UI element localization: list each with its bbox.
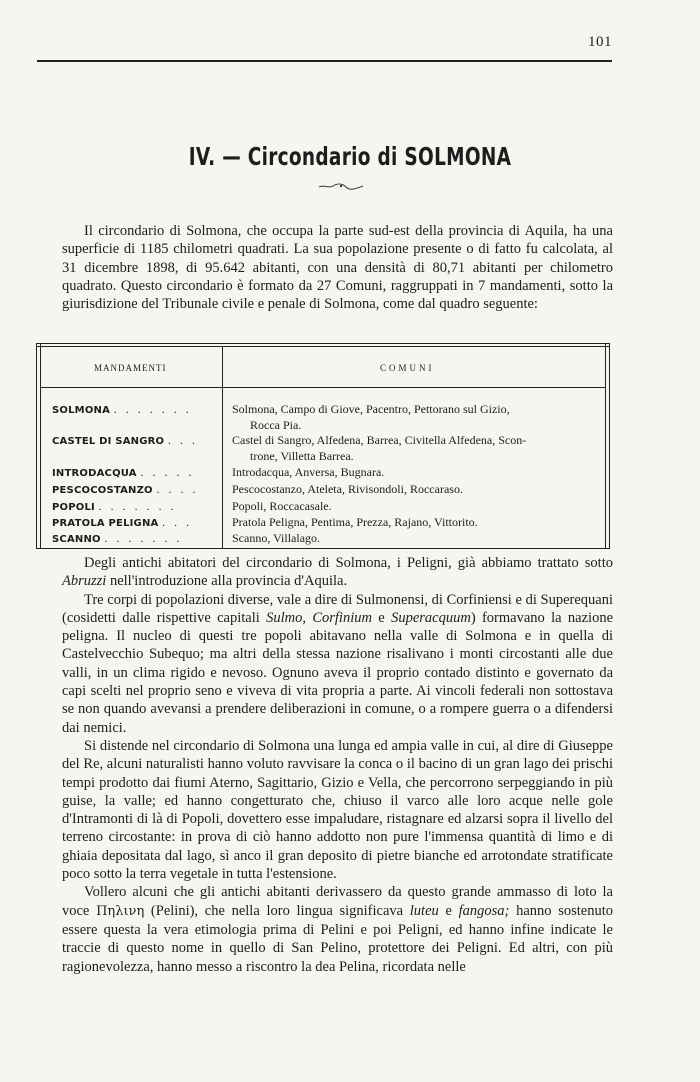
paragraph: Si distende nel circondario di Solmona una lunga ed ampia valle in cui, al dire di Giuseppe del Re, alcuni naturalisti hanno voluto ravvisare la conca o il bacino di un gran lago dei prischi tempi prodotto dai fiumi Aterno, Sagittario, Gizio e Vella, che percorrono serpeggiando in più guise, la valle; ed hanno congetturato che, chiuso il varco alle loro acque nelle gole d'Intramonti di là di Popoli, dovettero esse impaludare, ristagnare ed alzarsi sopra il livello del terreno circostante: in prova di ciò hanno addotto non pure l'immensa quantità di limo e di ghiaia depositata dal lago, sì anco il gran deposito di pietre bianche ed arrotondate stratificate poco sotto la terra vegetale in tutta l'estensione.	[62, 737, 613, 883]
paragraph: Vollero alcuni che gli antichi abitanti derivassero da questo grande ammasso di loto la voce Πηλινη (Pelini), che nella loro lingua significava luteu e fangosa; hanno sostenuto essere questa la vera etimologia prima di Pelini e poi Peligni, ed hanno infine indicate le traccie di questo nome in quello di San Pelino, protettore dei Peligni. Ed altri, con più ragionevolezza, hanno messo a riscontro la dea Pelina, ricordata nelle	[62, 884, 613, 975]
communes-cell: Solmona, Campo di Giove, Pacentro, Pettorano sul Gizio, Rocca Pia.	[232, 402, 510, 432]
mandamento-name: PESCOCOSTANZO	[52, 485, 153, 496]
table-header-mandamenti: MANDAMENTI	[94, 363, 167, 373]
table-header-comuni: COMUNI	[380, 363, 435, 373]
mandamento-name: PRATOLA PELIGNA	[52, 518, 159, 529]
greek-word: Πηλινη	[96, 903, 145, 919]
communes-cell: Introdacqua, Anversa, Bugnara.	[232, 465, 385, 479]
mandamento-name: SCANNO	[52, 534, 101, 545]
communes-cell: Scanno, Villalago.	[232, 531, 321, 545]
communes-cell: Pratola Peligna, Pentima, Prezza, Rajano, Vittorito.	[232, 515, 478, 529]
header-rule	[37, 60, 612, 62]
page-number: 101	[588, 34, 612, 50]
table-column-divider	[222, 346, 223, 549]
intro-text	[62, 222, 613, 313]
paragraph: Tre corpi di popolazioni diverse, vale a dire di Sulmonensi, di Corfiniensi e di Superequani (cosidetti dalle rispettive capitali Sulmo, Corfinium e Superacquum) formavano la nazione peligna. Il nucleo di questi tre popoli abitavano nella valle di Solmona e in quella di Castelvecchio Subequo; ma altri della stessa nazione risalivano i monti circostanti alle due valli, in un clima rigido e nevoso. Ognuno aveva il proprio contado distinto e governato da capi scelti nel proprio seno e viveva di vita propria a parte. Ai vincoli federali non sottostava se non quando avevansi a prendere deliberazioni in comune, o a rompere guerra o a difendersi dai nemici.	[62, 591, 614, 736]
mandamenti-table: MANDAMENTI COMUNI SOLMONA . . . . . . . Solmona, Campo di Giove, Pacentro, Pettorano sul Gizio, Rocca Pia. CASTEL DI SANGRO . . . Castel di Sangro, Alfedena, Barrea, Civitella Alfedena, Scon- trone, Villetta Barrea. INTRODACQUA . . . . . Introdacqua, Anversa, Bugnara. PESCOCOSTANZO . . . . Pescocostanzo, Ateleta, Rivisondoli, Roccaraso. POPOLI . . . . . . . Popoli, Roccacasale. PRATOLA PELIGNA . . . Pratola Peligna, Pentima, Prezza, Rajano, Vittorito. SCANNO . . . . . . . Scanno, Villalago.	[36, 343, 610, 549]
mandamento-name: CASTEL DI SANGRO	[52, 436, 165, 447]
mandamento-name: SOLMONA	[52, 405, 111, 416]
paragraph: Degli antichi abitatori del circondario di Solmona, i Peligni, già abbiamo trattato sotto Abruzzi nell'introduzione alla provincia d'Aquila.	[62, 555, 613, 590]
communes-cell: Popoli, Roccacasale.	[232, 499, 332, 513]
mandamento-name: POPOLI	[52, 502, 95, 513]
intro-paragraph: Il circondario di Solmona, che occupa la parte sud-est della provincia di Aquila, ha una superficie di 1185 chilometri quadrati. La sua popolazione presente o di fatto fu calcolata, al 31 dicembre 1898, di 95.642 abitanti, con una densità di 80,71 abitanti per chilometro quadrato. Questo circondario è formato da 27 Comuni, raggruppati in 7 mandamenti, sotto la giurisdizione del Tribunale civile e penale di Solmona, come dal quadro seguente:	[62, 223, 613, 313]
mandamento-name: INTRODACQUA	[52, 468, 137, 479]
communes-cell: Castel di Sangro, Alfedena, Barrea, Civitella Alfedena, Scon- trone, Villetta Barrea.	[232, 433, 527, 463]
chapter-title: IV. — Circondario di SOLMONA	[188, 142, 512, 171]
communes-cell: Pescocostanzo, Ateleta, Rivisondoli, Roccaraso.	[232, 482, 463, 496]
main-text	[62, 554, 613, 976]
title-ornament	[318, 182, 364, 190]
